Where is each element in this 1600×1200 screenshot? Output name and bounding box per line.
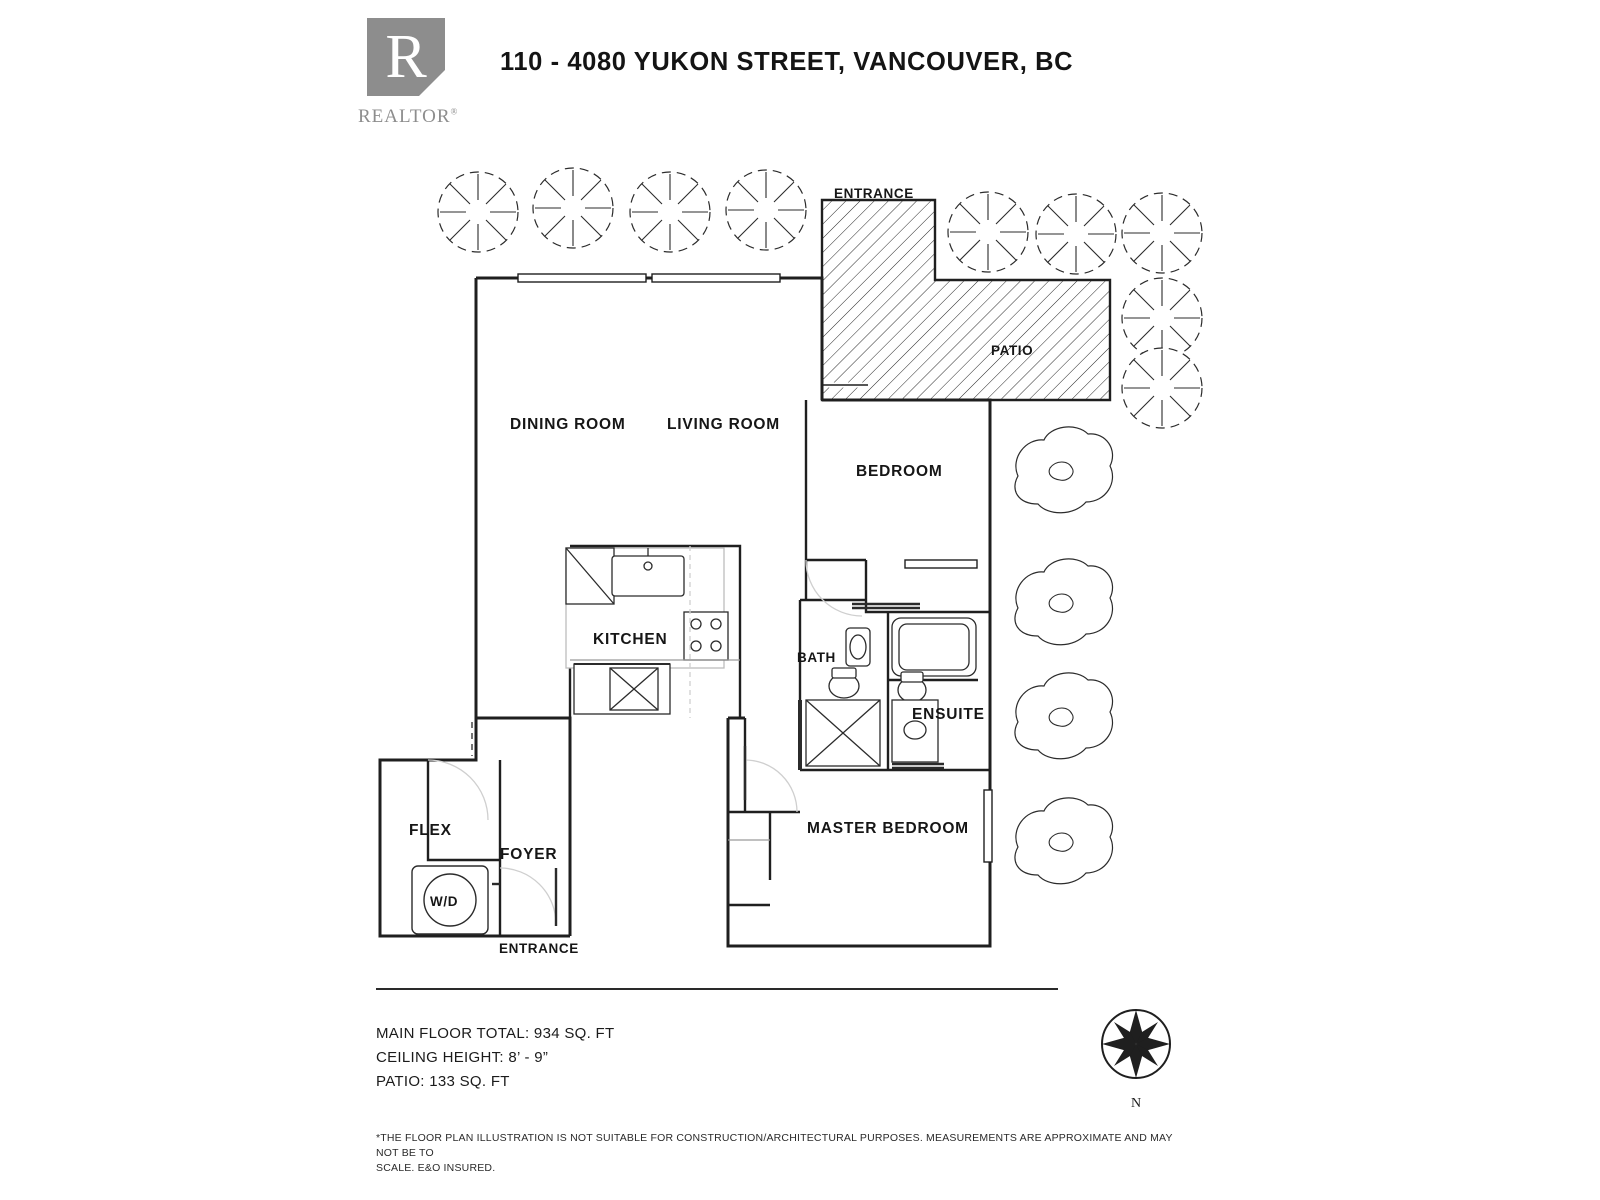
realtor-logo-wordmark: REALTOR (358, 106, 451, 127)
label-bath: BATH (797, 650, 836, 665)
label-entrance-top: ENTRANCE (834, 186, 914, 201)
compass-north-label: N (1130, 1096, 1142, 1111)
label-washer-dryer: W/D (430, 894, 459, 909)
label-living-room: LIVING ROOM (667, 416, 780, 433)
floor-stats (376, 1022, 614, 1094)
label-kitchen: KITCHEN (593, 631, 668, 648)
footer-divider (376, 988, 1058, 990)
realtor-logo-registered: ® (450, 106, 459, 117)
realtor-logo-letter: R (367, 18, 445, 96)
disclaimer-line-1: *THE FLOOR PLAN ILLUSTRATION IS NOT SUITABLE FOR CONSTRUCTION/ARCHITECTURAL PURPOSES. MEASUREMENTS ARE APPROXIMATE AND MAY NOT BE TO (376, 1132, 1173, 1159)
label-entrance-bottom: ENTRANCE (499, 941, 579, 956)
label-dining-room: DINING ROOM (510, 416, 626, 433)
label-patio: PATIO (991, 343, 1034, 358)
label-master-bedroom: MASTER BEDROOM (807, 820, 969, 837)
disclaimer-text (376, 1131, 1176, 1176)
label-bedroom: BEDROOM (856, 463, 943, 480)
page-title: 110 - 4080 YUKON STREET, VANCOUVER, BC (500, 48, 1074, 76)
stat-main-floor-total: MAIN FLOOR TOTAL: 934 SQ. FT (376, 1025, 615, 1042)
disclaimer-line-2: SCALE. E&O INSURED. (376, 1162, 496, 1174)
label-ensuite: ENSUITE (912, 706, 985, 723)
stat-patio: PATIO: 133 SQ. FT (376, 1073, 510, 1090)
stat-ceiling-height: CEILING HEIGHT: 8’ - 9” (376, 1049, 549, 1066)
compass-rose (1102, 1010, 1170, 1078)
label-flex: FLEX (409, 822, 452, 839)
label-foyer: FOYER (500, 846, 558, 863)
